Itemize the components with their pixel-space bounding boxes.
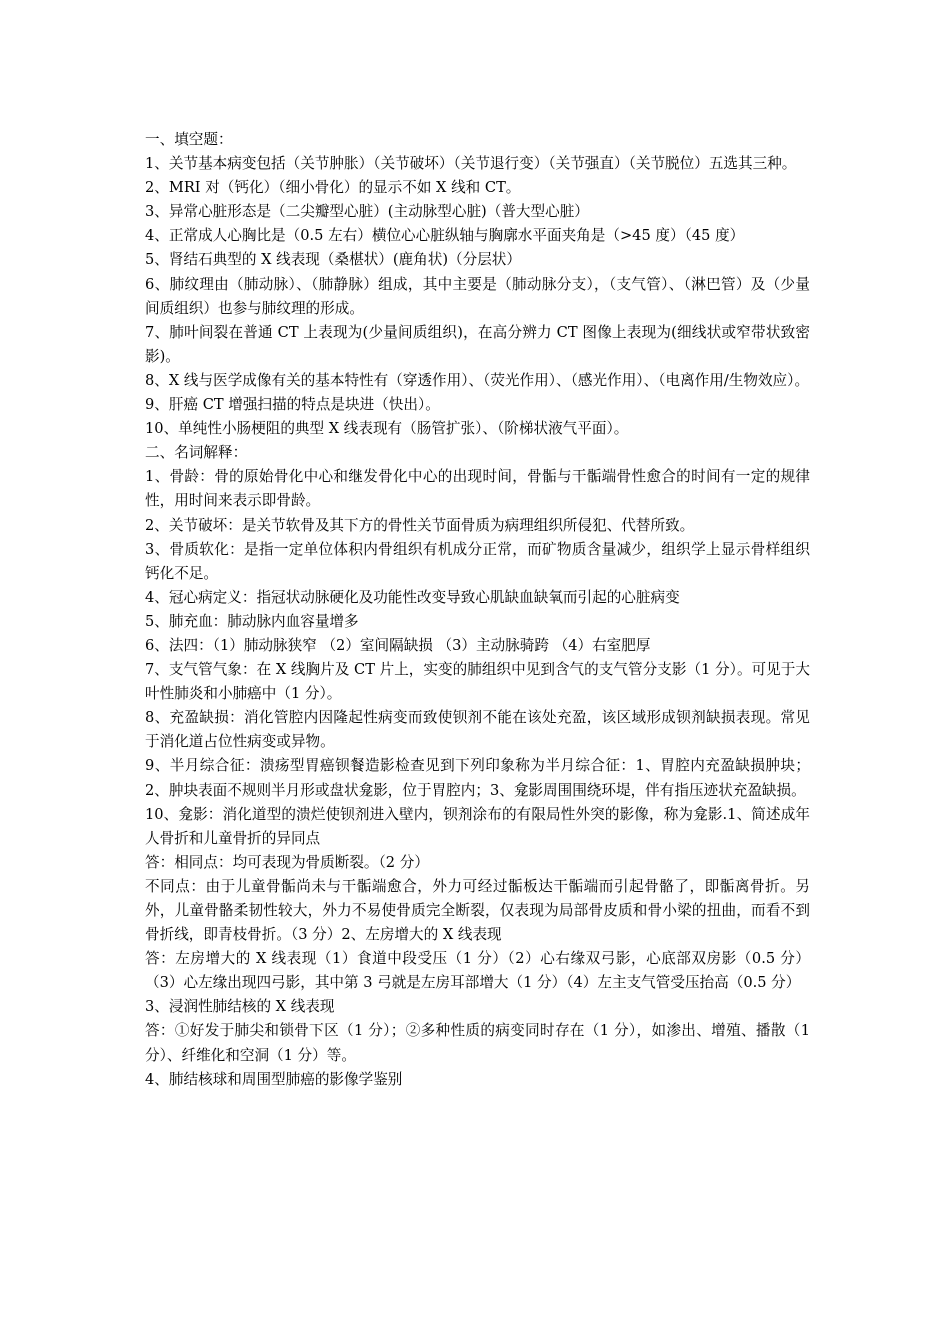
fill-blank-item-7: 7、肺叶间裂在普通 CT 上表现为(少量间质组织)，在高分辨力 CT 图像上表现为(细线状或窄带状致密影)。: [145, 323, 810, 365]
term-item-4: 4、冠心病定义：指冠状动脉硬化及功能性改变导致心肌缺血缺氧而引起的心脏病变: [145, 588, 680, 606]
fill-blank-item-5: 5、肾结石典型的 X 线表现（桑椹状）(鹿角状)（分层状）: [145, 251, 521, 269]
document-page: [145, 128, 810, 1092]
term-item-5: 5、肺充血：肺动脉内血容量增多: [145, 612, 359, 630]
fill-blank-item-8: 8、X 线与医学成像有关的基本特性有（穿透作用）、（荧光作用）、（感光作用）、（电离作用/生物效应）。: [145, 371, 810, 389]
term-item-9: 9、半月综合征：溃疡型胃癌钡餐造影检查见到下列印象称为半月综合征：1、胃腔内充盈缺损肿块；2、肿块表面不规则半月形或盘状龛影，位于胃腔内；3、龛影周围围绕环堤，伴有指压迹状充盈缺损。: [145, 757, 810, 799]
term-item-7: 7、支气管气象：在 X 线胸片及 CT 片上，实变的肺组织中见到含气的支气管分支影（1 分）。可见于大叶性肺炎和小肺癌中（1 分）。: [145, 661, 810, 703]
answer-paragraph: 答：相同点：均可表现为骨质断裂。（2 分）: [145, 853, 429, 871]
term-item-2: 2、关节破坏：是关节软骨及其下方的骨性关节面骨质为病理组织所侵犯、代替所致。: [145, 516, 695, 534]
fill-blank-item-9: 9、肝癌 CT 增强扫描的特点是块进（快出）。: [145, 396, 440, 414]
fill-blank-item-2: 2、MRI 对（钙化）（细小骨化）的显示不如 X 线和 CT。: [145, 179, 521, 197]
term-item-8: 8、充盈缺损：消化管腔内因隆起性病变而致使钡剂不能在该处充盈，该区域形成钡剂缺损表现。常见于消化道占位性病变或异物。: [145, 709, 810, 751]
section-heading-terms: 二、名词解释：: [145, 444, 248, 462]
fill-blank-item-6: 6、肺纹理由（肺动脉）、（肺静脉）组成，其中主要是（肺动脉分支），（支气管）、（淋巴管）及（少量间质组织）也参与肺纹理的形成。: [145, 275, 810, 317]
fill-blank-item-4: 4、正常成人心胸比是（0.5 左右）横位心心脏纵轴与胸廓水平面夹角是（>45 度）（45 度）: [145, 227, 745, 245]
answer-paragraph: 答：①好发于肺尖和锁骨下区（1 分）；②多种性质的病变同时存在（1 分），如渗出、增殖、播散（1 分）、纤维化和空洞（1 分）等。: [145, 1022, 810, 1064]
term-item-1: 1、骨龄：骨的原始骨化中心和继发骨化中心的出现时间，骨骺与干骺端骨性愈合的时间有一定的规律性，用时间来表示即骨龄。: [145, 468, 810, 510]
answer-paragraph: 不同点：由于儿童骨骺尚未与干骺端愈合，外力可经过骺板达干骺端而引起骨骼了，即骺离骨折。另外，儿童骨骼柔韧性较大，外力不易使骨质完全断裂，仅表现为局部骨皮质和骨小梁的扭曲，而看不到骨折线，即青枝骨折。（3 分）2、左房增大的 X 线表现: [145, 877, 810, 944]
question-heading: 4、肺结核球和周围型肺癌的影像学鉴别: [145, 1070, 403, 1088]
term-item-3: 3、骨质软化：是指一定单位体积内骨组织有机成分正常，而矿物质含量减少，组织学上显示骨样组织钙化不足。: [145, 540, 810, 582]
term-item-6: 6、法四：（1）肺动脉狭窄 （2）室间隔缺损 （3）主动脉骑跨 （4）右室肥厚: [145, 636, 651, 654]
fill-blank-item-3: 3、异常心脏形态是（二尖瓣型心脏）(主动脉型心脏)（普大型心脏）: [145, 203, 589, 221]
answer-paragraph: 答：左房增大的 X 线表现（1）食道中段受压（1 分）（2）心右缘双弓影，心底部双房影（0.5 分）（3）心左缘出现四弓影，其中第 3 弓就是左房耳部增大（1 分）（4）左主支气管受压抬高（0.5 分）: [145, 950, 810, 992]
section-heading-fill-blank: 一、填空题：: [145, 131, 233, 148]
fill-blank-item-1: 1、关节基本病变包括（关节肿胀）（关节破坏）（关节退行变）（关节强直）（关节脱位）五选其三种。: [145, 155, 797, 173]
question-heading: 3、浸润性肺结核的 X 线表现: [145, 998, 335, 1016]
term-item-10: 10、龛影：消化道型的溃烂使钡剂进入壁内，钡剂涂布的有限局性外突的影像，称为龛影.1、简述成年人骨折和儿童骨折的异同点: [145, 805, 810, 847]
fill-blank-item-10: 10、单纯性小肠梗阻的典型 X 线表现有（肠管扩张）、（阶梯状液气平面）。: [145, 420, 629, 438]
